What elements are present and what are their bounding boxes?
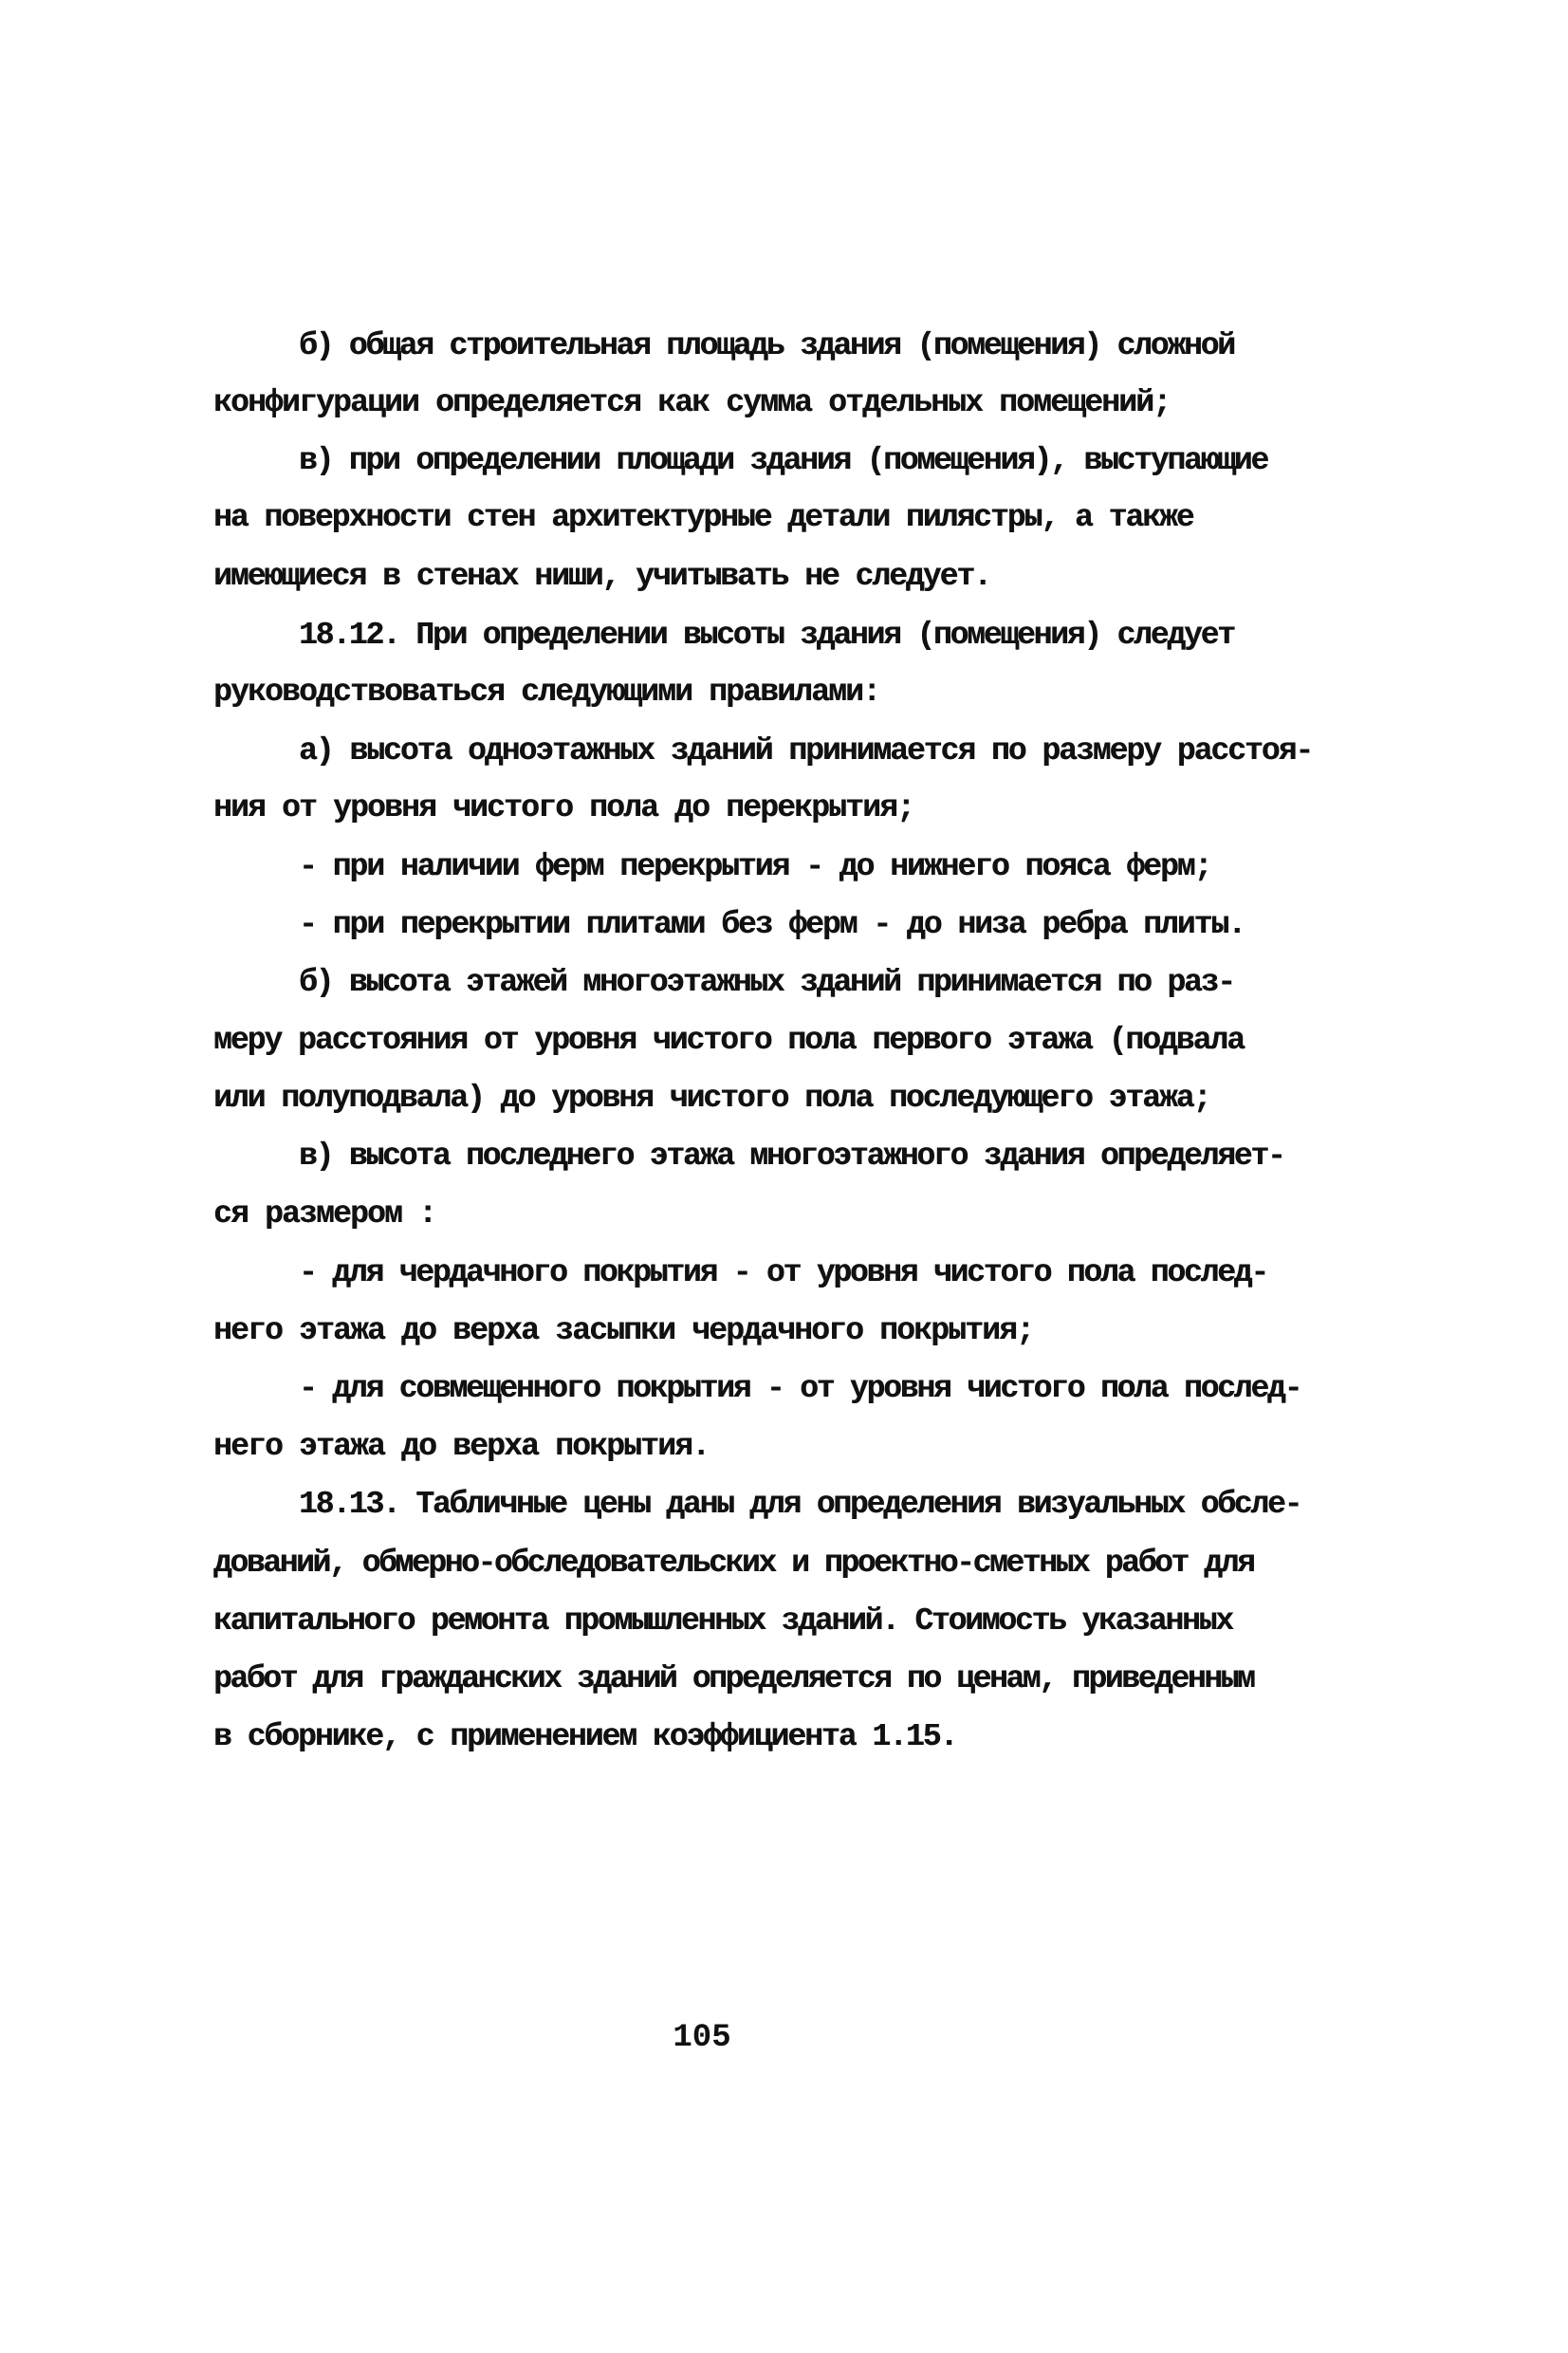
text-line: в) при определении площади здания (помещения), выступающие [299, 443, 1267, 478]
text-line: имеющиеся в стенах ниши, учитывать не следует. [213, 559, 990, 594]
text-line: - при наличии ферм перекрытия - до нижнего пояса ферм; [299, 849, 1211, 884]
page-number: 105 [673, 2020, 731, 2056]
text-line: меру расстояния от уровня чистого пола первого этажа (подвала [213, 1023, 1244, 1058]
text-line: - для чердачного покрытия - от уровня чистого пола послед- [299, 1255, 1267, 1290]
text-line: капитального ремонта промышленных зданий. Стоимость указанных [213, 1603, 1232, 1639]
text-line: а) высота одноэтажных зданий принимается по размеру расстоя- [299, 733, 1313, 769]
text-line: - при перекрытии плитами без ферм - до низа ребра плиты. [299, 907, 1245, 942]
text-line: дований, обмерно-обследовательских и проектно-сметных работ для [213, 1546, 1254, 1581]
text-line: - для совмещенного покрытия - от уровня чистого пола послед- [299, 1371, 1301, 1406]
text-line: конфигурации определяется как сумма отдельных помещений; [213, 385, 1171, 420]
text-line: 18.12. При определении высоты здания (помещения) следует [299, 618, 1234, 653]
text-line: него этажа до верха покрытия. [213, 1429, 710, 1464]
text-line: в) высота последнего этажа многоэтажного здания определяет- [299, 1139, 1284, 1174]
text-line: руководствоваться следующими правилами: [213, 675, 880, 710]
text-line: ся размером : [213, 1196, 436, 1232]
text-line: б) высота этажей многоэтажных зданий принимается по раз- [299, 965, 1234, 1000]
text-line: работ для гражданских зданий определяется по ценам, приведенным [213, 1661, 1254, 1696]
text-line: него этажа до верха засыпки чердачного покрытия; [213, 1313, 1034, 1348]
text-line: или полуподвала) до уровня чистого пола последующего этажа; [213, 1081, 1210, 1116]
text-line: б) общая строительная площадь здания (помещения) сложной [299, 328, 1234, 363]
text-line: в сборнике, с применением коэффициента 1.15. [213, 1719, 957, 1754]
text-line: 18.13. Табличные цены даны для определения визуальных обсле- [299, 1487, 1301, 1522]
text-line: на поверхности стен архитектурные детали пилястры, а также [213, 500, 1193, 535]
text-line: ния от уровня чистого пола до перекрытия; [213, 790, 914, 825]
